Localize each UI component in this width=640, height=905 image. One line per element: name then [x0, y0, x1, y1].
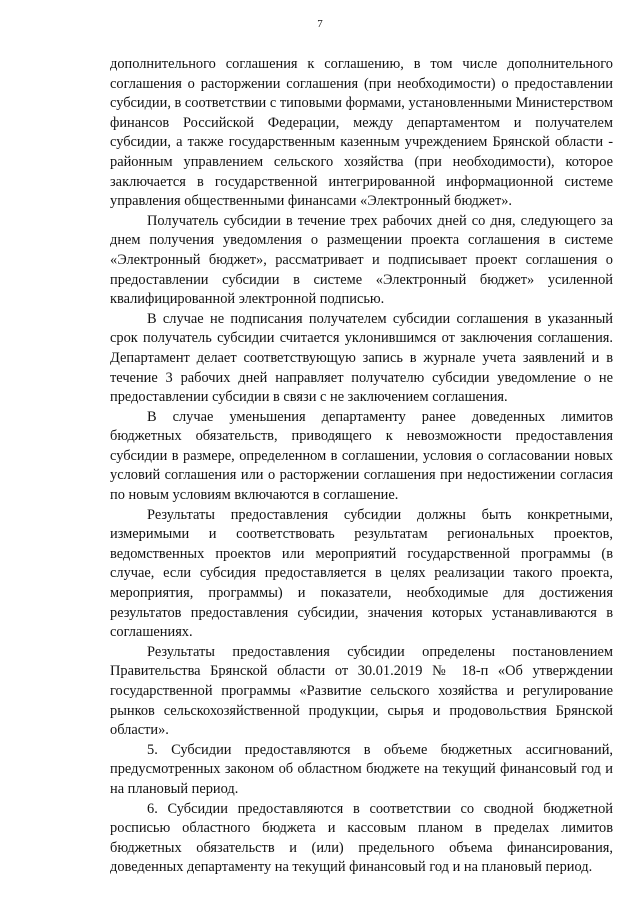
paragraph-item-5: 5. Субсидии предоставляются в объеме бюджетных ассигнований, предусмотренных законом об областном бюджете на текущий финансовый год и на плановый период.: [110, 741, 613, 797]
paragraph-recipient-signing: Получатель субсидии в течение трех рабочих дней со дня, следующего за днем получения уведомления о размещении проекта соглашения в системе «Электронный бюджет», рассматривает и подписывает проект соглашения о предоставлении субсидии в системе «Электронный бюджет» усиленной квалифицированной электронной подписью.: [110, 212, 613, 308]
paragraph-agreement-continuation: дополнительного соглашения к соглашению, в том числе дополнительного соглашения о расторжении соглашения (при необходимости) о предоставлении субсидии, в соответствии с типовыми формами, установленными Министерством финансов Российской Федерации, между департаментом и получателем субсидии, а также государственным казенным учреждением Брянской области - районным управлением сельского хозяйства (при необходимости), которое заключается в государственной интегрированной информационной системе управления общественными финансами «Электронный бюджет».: [110, 56, 614, 210]
paragraph-limits-reduction: В случае уменьшения департаменту ранее доведенных лимитов бюджетных обязательств, приводящего к невозможности предоставления субсидии в размере, определенном в соглашении, условия о согласовании новых условий соглашения или о расторжении соглашения при недостижении согласия по новым условиям включаются в соглашение.: [110, 408, 613, 504]
paragraph-item-6: 6. Субсидии предоставляются в соответствии со сводной бюджетной росписью областного бюджета и кассовым планом в пределах лимитов бюджетных обязательств и (или) предельного объема финансирования, доведенных департаменту на текущий финансовый год и на плановый период.: [110, 800, 613, 876]
paragraph-results-requirements: Результаты предоставления субсидии должны быть конкретными, измеримыми и соответствовать результатам региональных проектов, ведомственных проектов или мероприятий государственной программы (в случае, если субсидия предоставляется в целях реализации такого проекта, мероприятия, программы) и показатели, необходимые для достижения результатов предоставления субсидии, значения которых устанавливаются в соглашениях.: [110, 506, 613, 641]
paragraph-results-resolution: Результаты предоставления субсидии определены постановлением Правительства Брянской области от 30.01.2019 № 18-п «Об утверждении государственной программы «Развитие сельского хозяйства и регулирование рынков сельскохозяйственной продукции, сырья и продовольствия Брянской области».: [110, 643, 613, 739]
document-body: [110, 55, 613, 878]
page-number: 7: [317, 18, 323, 30]
paragraph-not-signed: В случае не подписания получателем субсидии соглашения в указанный срок получатель субсидии считается уклонившимся от заключения соглашения. Департамент делает соответствующую запись в журнале учета заявлений и в течение 3 рабочих дней направляет получателю субсидии уведомление о не предоставлении субсидии в связи с не заключением соглашения.: [110, 310, 613, 406]
